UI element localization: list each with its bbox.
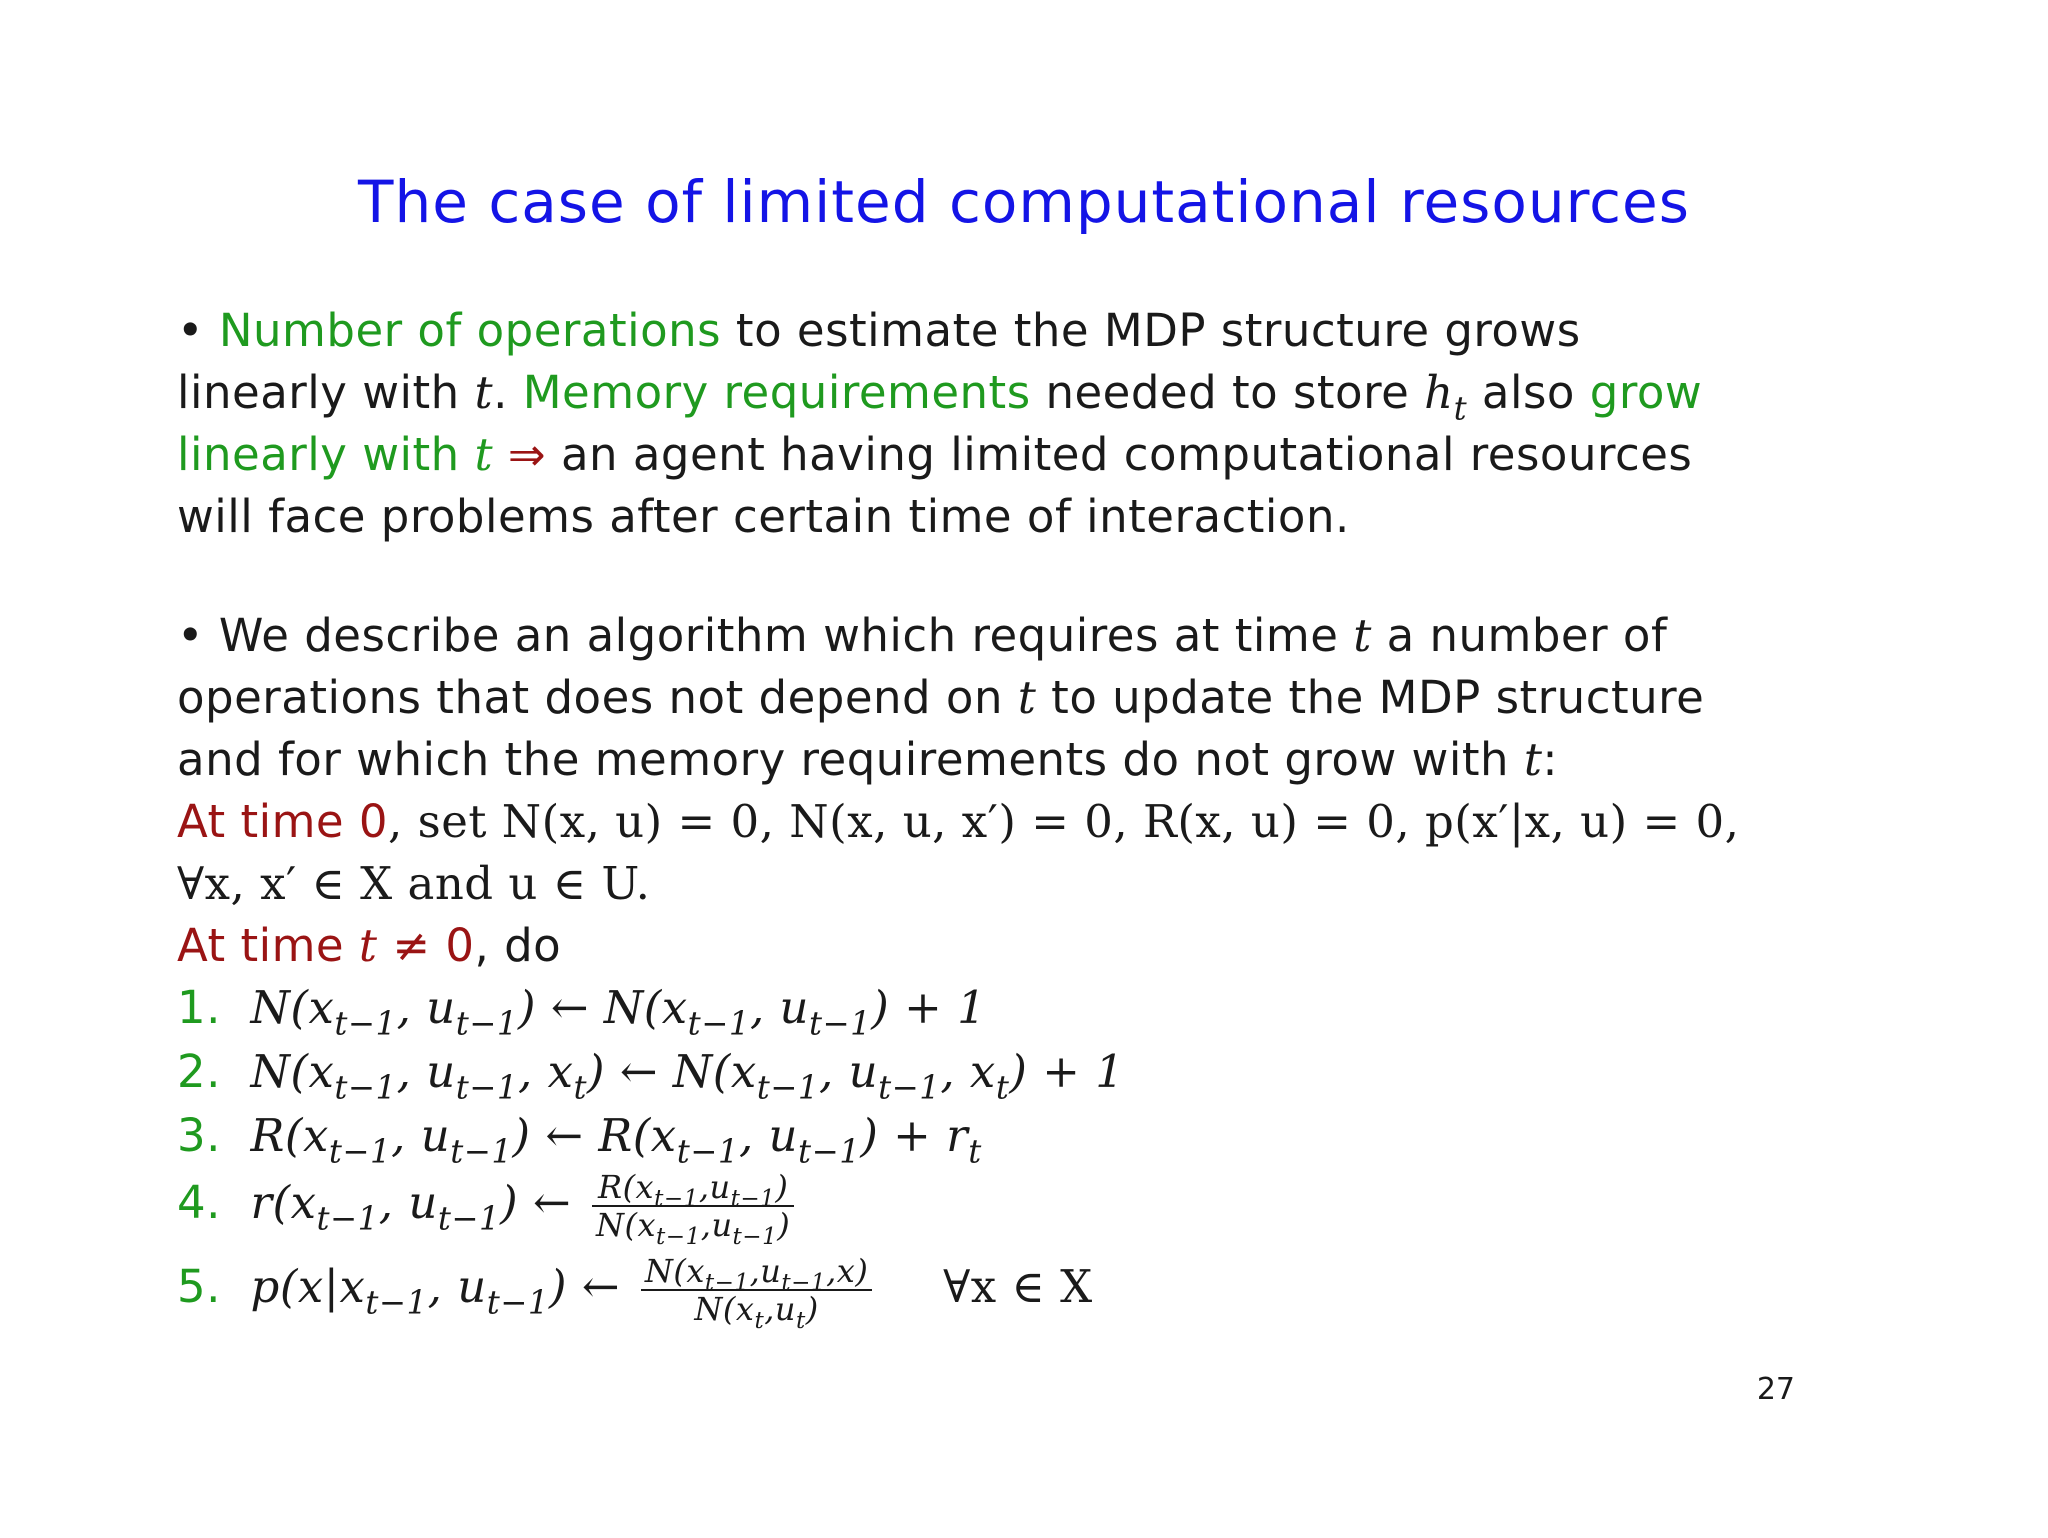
p1-line3 xyxy=(177,424,1897,486)
paragraph-algorithm xyxy=(177,605,1897,1337)
step-expression: $p(x|x_{t-1}$, $u_{t-1}$) ← xyxy=(250,1260,621,1322)
text: to estimate the MDP structure grows xyxy=(721,304,1581,357)
text: operations that does not depend on xyxy=(177,671,1018,724)
step-4 xyxy=(177,1169,1897,1253)
text: a number of xyxy=(1371,609,1668,662)
step-expression: $r(x_{t-1}$, $u_{t-1}$) ← xyxy=(250,1176,572,1238)
text: and for which the memory requirements do not grow with xyxy=(177,733,1524,786)
text: needed to store xyxy=(1030,366,1425,419)
math-t: t xyxy=(1353,609,1372,662)
forall-x: ∀x ∈ X xyxy=(943,1260,1093,1313)
p1-line4: will face problems after certain time of interaction. xyxy=(177,490,1350,543)
label-at-time-0: At time 0 xyxy=(177,795,389,848)
forall-line xyxy=(177,853,1897,915)
bullet: • xyxy=(177,609,205,662)
step-expression: $R(x_{t-1}$, $u_{t-1}$) ← $R(x_{t-1}$, $u_{t-1}) + r_t$ xyxy=(250,1109,982,1171)
step-2 xyxy=(177,1041,1897,1105)
step-expression: $N(x_{t-1}$, $u_{t-1}$) ← $N(x_{t-1}$, $u_{t-1}) + 1$ xyxy=(250,981,987,1043)
fraction: $\frac{R(x_{t-1},u_{t-1})}{N(x_{t-1},u_{t-1})}$ xyxy=(592,1169,794,1243)
text: linearly with xyxy=(177,366,475,419)
highlight-linearly-with-t: linearly with t xyxy=(177,428,494,481)
p1-line1 xyxy=(177,300,1897,362)
text: to update the MDP structure xyxy=(1036,671,1705,724)
at-time-t-line xyxy=(177,915,1897,977)
highlight-number-of-operations: Number of operations xyxy=(218,304,722,357)
init-equations: , set N(x, u) = 0, N(x, u, x′) = 0, R(x, u) = 0, p(x′|x, u) = 0, xyxy=(388,795,1740,848)
text: . xyxy=(493,366,523,419)
text: We describe an algorithm which requires at time xyxy=(204,609,1354,662)
step-1 xyxy=(177,977,1897,1041)
fraction: $\frac{N(x_{t-1},u_{t-1},x)}{N(x_t,u_t)}$ xyxy=(641,1253,872,1327)
math-h: $h_t$ xyxy=(1424,366,1468,428)
step-number: 4. xyxy=(177,1176,221,1229)
highlight-grow: grow xyxy=(1589,366,1703,419)
bullet: • xyxy=(177,304,205,357)
math-t: t xyxy=(1017,671,1037,724)
p2-line3 xyxy=(177,729,1897,791)
step-expression: $N(x_{t-1}$, $u_{t-1}$, $x_t$) ← $N(x_{t-1}$, $u_{t-1}$, $x_t) + 1$ xyxy=(250,1045,1125,1107)
p2-line1 xyxy=(177,605,1897,667)
text: also xyxy=(1467,366,1590,419)
implies-arrow: ⇒ xyxy=(507,428,547,481)
step-5 xyxy=(177,1253,1897,1337)
step-number: 5. xyxy=(177,1260,221,1313)
math-t: t xyxy=(474,366,494,419)
step-number: 3. xyxy=(177,1109,221,1162)
page-number: 27 xyxy=(1756,1372,1795,1407)
text: an agent having limited computational resources xyxy=(546,428,1693,481)
slide-title: The case of limited computational resources xyxy=(358,168,1690,236)
step-number: 1. xyxy=(177,981,221,1034)
label-at-time-t: At time t ≠ 0 xyxy=(177,919,475,972)
step-3 xyxy=(177,1105,1897,1169)
math-t: t xyxy=(1523,733,1543,786)
highlight-memory-requirements: Memory requirements xyxy=(522,366,1031,419)
p2-line2 xyxy=(177,667,1897,729)
p1-line2 xyxy=(177,362,1897,428)
init-line xyxy=(177,791,1897,853)
paragraph-limited-resources xyxy=(177,300,1897,548)
text: , do xyxy=(474,919,562,972)
forall-statement: ∀x, x′ ∈ X and u ∈ U. xyxy=(177,857,651,910)
text: : xyxy=(1542,733,1559,786)
step-number: 2. xyxy=(177,1045,221,1098)
